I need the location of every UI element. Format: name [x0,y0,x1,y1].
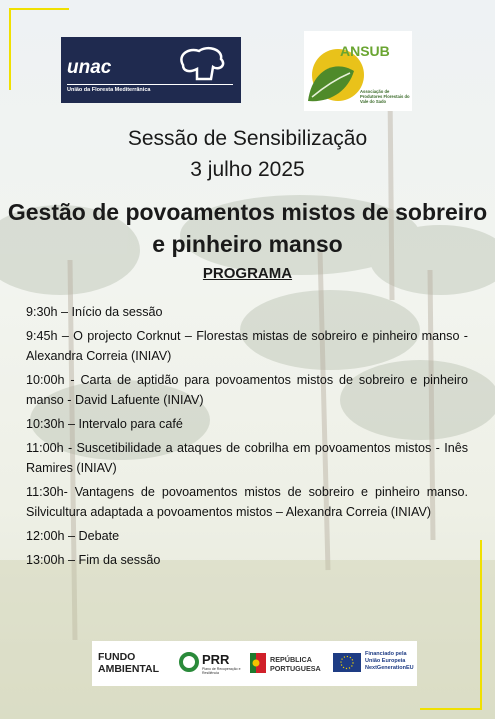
sponsor-footer [92,641,417,686]
programa-item: 13:00h – Fim da sessão [26,553,161,567]
prr-logo: PRR Plano de Recuperação e Resiliência [178,651,200,678]
programa-item: 11:00h - Suscetibilidade a ataques de cobrilha em povoamentos mistos - Inês Ramires (INIAV) [26,441,468,475]
programa-heading: PROGRAMA [202,265,293,282]
unac-logo-subtitle: União da Floresta Mediterrânica [67,87,151,93]
cork-oak-icon [175,45,229,81]
programa-item: 11:30h- Vantagens de povoamentos mistos de sobreiro e pinheiro manso. Silvicultura adaptada a povoamentos mistos – Alexandra Correia (INIAV) [26,485,468,519]
eu-funding-logo: Financiado pela União Europeia NextGenerationEU [333,653,361,677]
frame-line-bottom [420,708,482,710]
republica-portuguesa-logo: REPÚBLICA PORTUGUESA [250,653,266,678]
ansub-logo-name: ANSUB [340,43,390,59]
ansub-logo-subtitle: Associação de Produtores Florestais do Vale do Sado [360,89,410,104]
flag-portugal-icon [250,653,266,673]
frame-line-left [9,8,11,90]
ansub-logo [304,31,412,111]
event-heading: Gestão de povoamentos mistos de sobreiro e pinheiro manso [7,199,488,257]
frame-line-top [9,8,69,10]
fundo-ambiental-logo: FUNDO AMBIENTAL [98,651,160,675]
programa-item: 10:30h – Intervalo para café [26,417,183,431]
session-title: Sessão de Sensibilização [127,127,368,150]
programa-item: 9:45h – O projecto Corknut – Florestas mistas de sobreiro e pinheiro manso - Alexandra Correia (INIAV) [26,329,468,363]
unac-logo-name: unac [67,57,112,78]
session-date: 3 julho 2025 [190,158,305,181]
programa-item: 9:30h – Início da sessão [26,305,163,319]
programa-item: 10:00h - Carta de aptidão para povoamentos mistos de sobreiro e pinheiro manso - David Lafuente (INIAV) [26,373,468,407]
frame-line-right [480,540,482,710]
unac-logo [61,37,241,103]
eu-flag-icon [333,653,361,672]
programa-list [26,302,468,574]
prr-ring-icon [178,651,200,673]
programa-item: 12:00h – Debate [26,529,120,543]
